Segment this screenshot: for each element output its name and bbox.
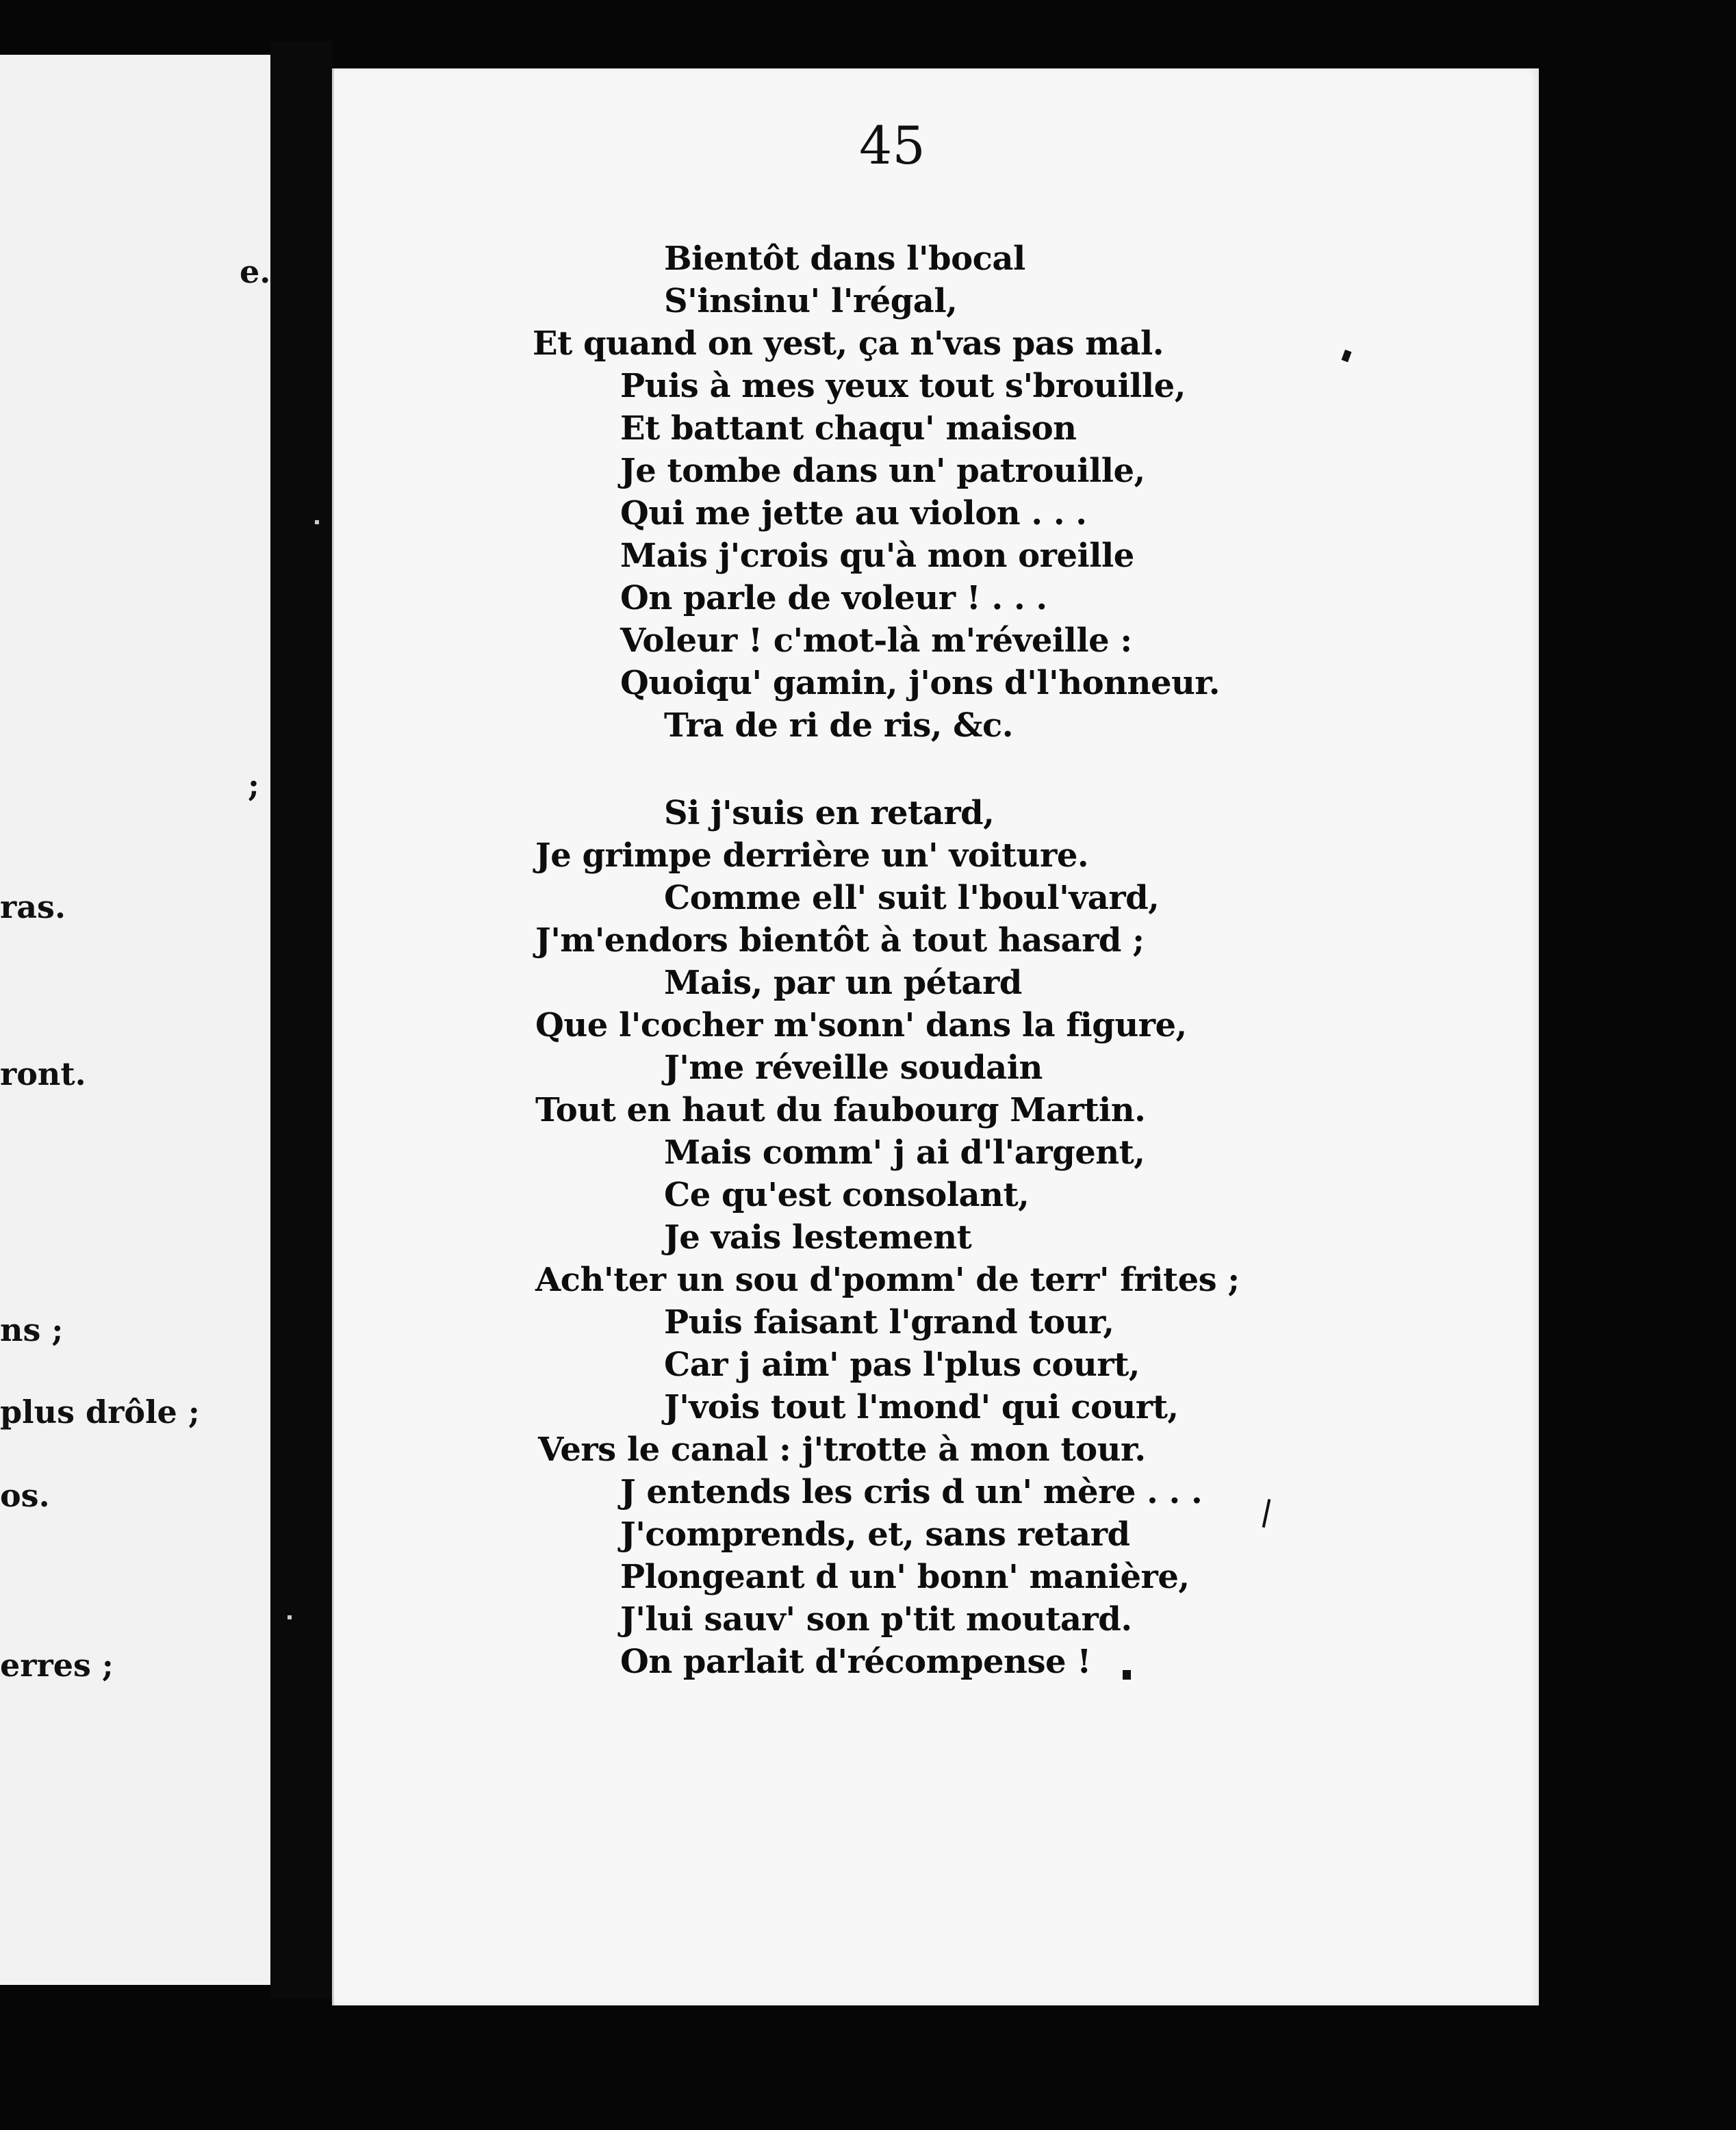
left-fragment: e. (240, 253, 271, 290)
left-fragment: plus drôle ; (0, 1394, 200, 1430)
verse-line: Voleur ! c'mot-là m'réveille : (620, 621, 1132, 660)
left-fragment: ras. (0, 888, 66, 925)
verse-line: J'vois tout l'mond' qui court, (664, 1388, 1179, 1426)
verse-line: J'comprends, et, sans retard (620, 1515, 1130, 1554)
verse-line: Quoiqu' gamin, j'ons d'l'honneur. (620, 664, 1220, 702)
verse-line: J'me réveille soudain (664, 1049, 1043, 1087)
scan-speck (288, 1615, 292, 1619)
verse-line: Puis à mes yeux tout s'brouille, (620, 367, 1186, 405)
verse-line: On parle de voleur ! . . . (620, 579, 1047, 617)
verse-line: Tout en haut du faubourg Martin. (535, 1091, 1146, 1129)
page-number: 45 (859, 115, 926, 176)
left-fragment: ; (248, 767, 259, 804)
book-gutter (270, 41, 332, 1999)
verse-line: Je vais lestement (664, 1218, 972, 1257)
verse-line: Mais j'crois qu'à mon oreille (620, 537, 1134, 575)
verse-line: Ce qu'est consolant, (664, 1176, 1030, 1214)
scan-speck (1123, 1670, 1131, 1680)
verse-line: Vers le canal : j'trotte à mon tour. (538, 1430, 1146, 1469)
verse-line: Tra de ri de ris, &c. (664, 706, 1013, 745)
verse-line: Ach'ter un sou d'pomm' de terr' frites ; (535, 1261, 1240, 1299)
scan-speck (315, 520, 319, 524)
verse-line: Mais, par un pétard (664, 964, 1022, 1002)
verse-line: S'insinu' l'régal, (664, 282, 958, 320)
verse-line: Et battant chaqu' maison (620, 409, 1077, 448)
verse-line: Car j aim' pas l'plus court, (664, 1346, 1140, 1384)
verse-line: Je grimpe derrière un' voiture. (535, 836, 1089, 875)
verse-line: Que l'cocher m'sonn' dans la figure, (535, 1006, 1187, 1044)
verse-line: Plongeant d un' bonn' manière, (620, 1558, 1190, 1596)
verse-line: Si j'suis en retard, (664, 794, 995, 832)
verse-line: J'm'endors bientôt à tout hasard ; (535, 921, 1145, 960)
verse-line: Qui me jette au violon . . . (620, 494, 1087, 532)
left-fragment: erres ; (0, 1647, 114, 1684)
verse-line: J'lui sauv' son p'tit moutard. (620, 1600, 1132, 1639)
verse-line: J entends les cris d un' mère . . . (620, 1473, 1203, 1511)
left-fragment: os. (0, 1477, 50, 1514)
verse-line: Je tombe dans un' patrouille, (620, 452, 1145, 490)
verse-line: On parlait d'récompense ! (620, 1643, 1091, 1681)
left-fragment: ront. (0, 1055, 86, 1092)
left-fragment: ns ; (0, 1311, 64, 1348)
verse-line: Bientôt dans l'bocal (664, 240, 1025, 278)
verse-line: Comme ell' suit l'boul'vard, (664, 879, 1160, 917)
verse-line: Et quand on yest, ça n'vas pas mal. (533, 324, 1164, 363)
verse-line: Puis faisant l'grand tour, (664, 1303, 1114, 1342)
verse-line: Mais comm' j ai d'l'argent, (664, 1133, 1145, 1172)
left-facing-page (0, 55, 272, 1985)
